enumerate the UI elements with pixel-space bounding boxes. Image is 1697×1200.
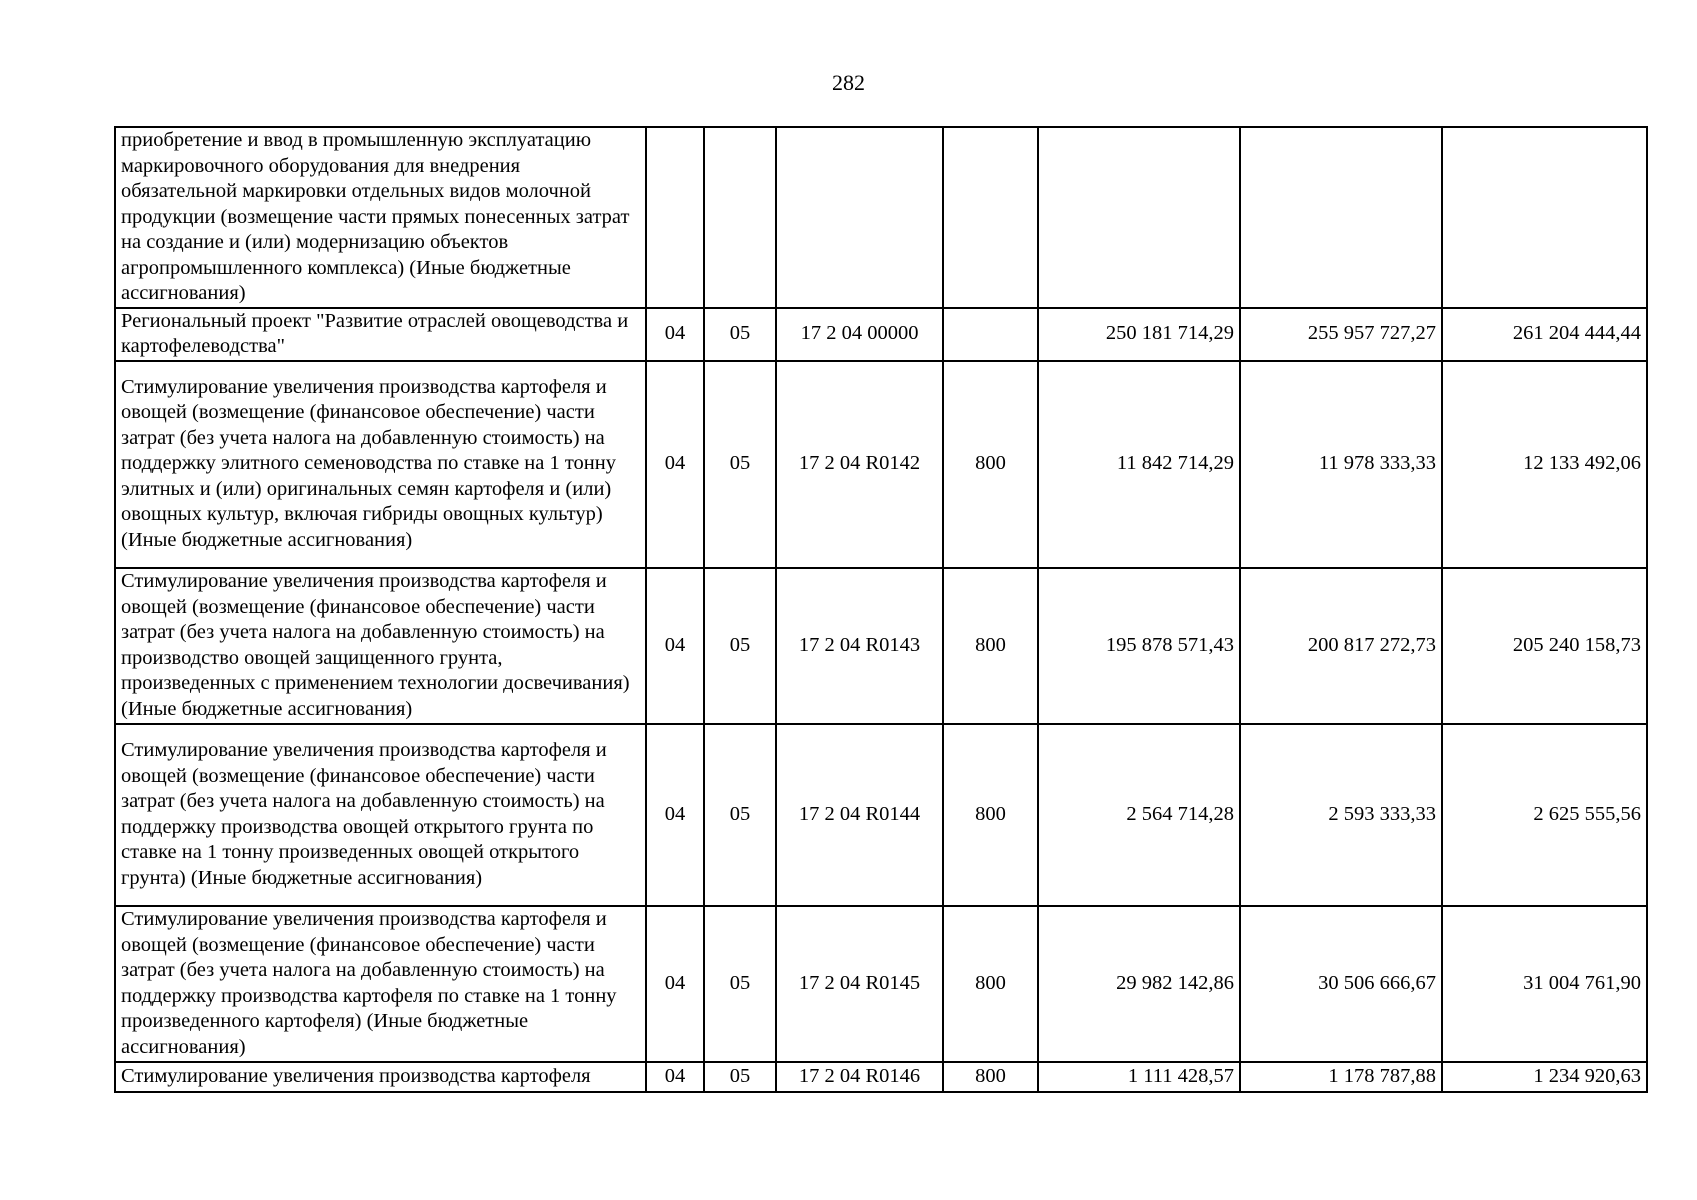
row-description: Региональный проект "Развитие отраслей овощеводства и картофелеводства": [115, 308, 646, 361]
row-sum-3: 31 004 761,90: [1442, 906, 1647, 1062]
row-rz: 04: [646, 724, 704, 906]
row-csr: 17 2 04 R0145: [776, 906, 943, 1062]
row-rz: 04: [646, 906, 704, 1062]
row-sum-3: [1442, 127, 1647, 308]
row-sum-3: 1 234 920,63: [1442, 1062, 1647, 1092]
page-number: 282: [832, 70, 865, 95]
row-pr: 05: [704, 906, 776, 1062]
row-rz: 04: [646, 308, 704, 361]
table-row: [115, 906, 1647, 1062]
row-vr: 800: [943, 1062, 1038, 1092]
table-row: [115, 724, 1647, 906]
table-row: [115, 1062, 1647, 1092]
row-csr: 17 2 04 R0142: [776, 361, 943, 568]
row-pr: 05: [704, 724, 776, 906]
row-sum-2: [1240, 127, 1442, 308]
row-csr: 17 2 04 R0143: [776, 568, 943, 724]
table-row: [115, 127, 1647, 308]
row-pr: 05: [704, 568, 776, 724]
row-pr: 05: [704, 1062, 776, 1092]
row-pr: 05: [704, 308, 776, 361]
row-description: Стимулирование увеличения производства картофеля: [115, 1062, 646, 1092]
row-sum-1: 195 878 571,43: [1038, 568, 1240, 724]
row-csr: 17 2 04 R0144: [776, 724, 943, 906]
row-pr: 05: [704, 361, 776, 568]
row-vr: 800: [943, 361, 1038, 568]
row-sum-1: 250 181 714,29: [1038, 308, 1240, 361]
row-vr: 800: [943, 724, 1038, 906]
row-description: Стимулирование увеличения производства картофеля и овощей (возмещение (финансовое обеспечение) части затрат (без учета налога на добавленную стоимость) на производство овощей защищенного грунта, произведенных с применением технологии досвечивания) (Иные бюджетные ассигнования): [115, 568, 646, 724]
row-sum-1: 11 842 714,29: [1038, 361, 1240, 568]
row-description: Стимулирование увеличения производства картофеля и овощей (возмещение (финансовое обеспечение) части затрат (без учета налога на добавленную стоимость) на поддержку производства овощей открытого грунта по ставке на 1 тонну произведенных овощей открытого грунта) (Иные бюджетные ассигнования): [115, 724, 646, 906]
row-sum-2: 2 593 333,33: [1240, 724, 1442, 906]
table-row: [115, 361, 1647, 568]
row-sum-1: 2 564 714,28: [1038, 724, 1240, 906]
row-sum-2: 200 817 272,73: [1240, 568, 1442, 724]
row-sum-2: 255 957 727,27: [1240, 308, 1442, 361]
row-sum-2: 1 178 787,88: [1240, 1062, 1442, 1092]
row-sum-1: 29 982 142,86: [1038, 906, 1240, 1062]
table-row: [115, 308, 1647, 361]
row-sum-1: 1 111 428,57: [1038, 1062, 1240, 1092]
row-description: Стимулирование увеличения производства картофеля и овощей (возмещение (финансовое обеспечение) части затрат (без учета налога на добавленную стоимость) на поддержку производства картофеля по ставке на 1 тонну произведенного картофеля) (Иные бюджетные ассигнования): [115, 906, 646, 1062]
row-vr: 800: [943, 906, 1038, 1062]
row-description: Стимулирование увеличения производства картофеля и овощей (возмещение (финансовое обеспечение) части затрат (без учета налога на добавленную стоимость) на поддержку элитного семеноводства по ставке на 1 тонну элитных и (или) оригинальных семян картофеля и (или) овощных культур, включая гибриды овощных культур) (Иные бюджетные ассигнования): [115, 361, 646, 568]
row-csr: 17 2 04 00000: [776, 308, 943, 361]
row-sum-2: 30 506 666,67: [1240, 906, 1442, 1062]
row-pr: [704, 127, 776, 308]
row-rz: 04: [646, 568, 704, 724]
row-rz: 04: [646, 361, 704, 568]
row-description: приобретение и ввод в промышленную эксплуатацию маркировочного оборудования для внедрения обязательной маркировки отдельных видов молочной продукции (возмещение части прямых понесенных затрат на создание и (или) модернизацию объектов агропромышленного комплекса) (Иные бюджетные ассигнования): [115, 127, 646, 308]
row-sum-1: [1038, 127, 1240, 308]
row-vr: [943, 308, 1038, 361]
row-csr: [776, 127, 943, 308]
row-rz: 04: [646, 1062, 704, 1092]
budget-table: [114, 126, 1648, 1093]
row-sum-3: 205 240 158,73: [1442, 568, 1647, 724]
row-vr: [943, 127, 1038, 308]
row-vr: 800: [943, 568, 1038, 724]
table-row: [115, 568, 1647, 724]
row-csr: 17 2 04 R0146: [776, 1062, 943, 1092]
row-rz: [646, 127, 704, 308]
row-sum-3: 2 625 555,56: [1442, 724, 1647, 906]
row-sum-2: 11 978 333,33: [1240, 361, 1442, 568]
row-sum-3: 261 204 444,44: [1442, 308, 1647, 361]
row-sum-3: 12 133 492,06: [1442, 361, 1647, 568]
